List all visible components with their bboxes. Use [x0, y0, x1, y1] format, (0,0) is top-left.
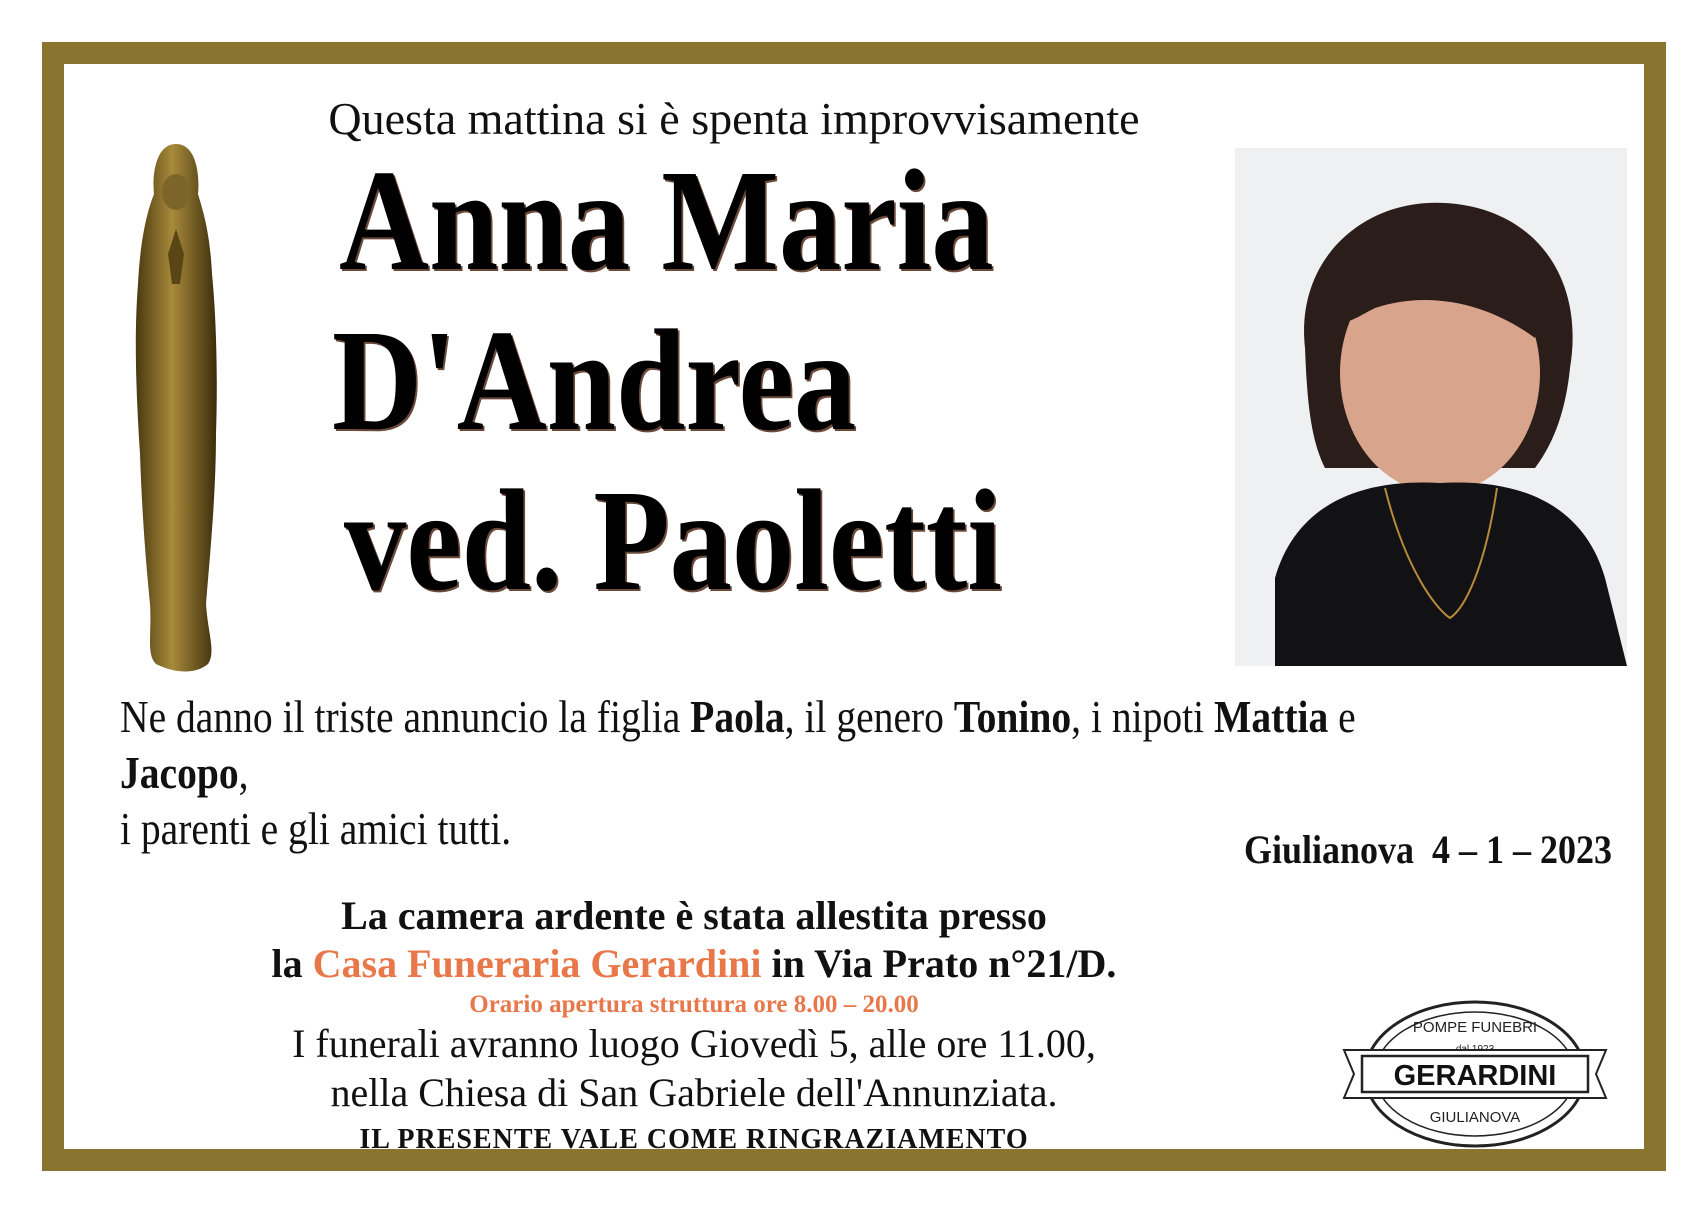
- logo-name: GERARDINI: [1393, 1060, 1557, 1092]
- place-date: Giulianova 4 – 1 – 2023: [1244, 827, 1613, 872]
- opening-hours: Orario apertura struttura ore 8.00 – 20.00: [469, 991, 919, 1018]
- announcement-line-1: Ne danno il triste annuncio la figlia Paola, il genero Tonino, i nipoti Mattia e Jacopo,: [120, 691, 1356, 798]
- announcement-text: [120, 689, 1427, 857]
- announcement-line-2: i parenti e gli amici tutti.: [120, 803, 512, 854]
- deceased-name-line-2: D'Andrea: [332, 301, 857, 461]
- funeral-info-line-2: nella Chiesa di San Gabriele dell'Annunziata.: [330, 1070, 1058, 1115]
- name-tonino: Tonino: [953, 691, 1072, 742]
- logo-top-text: POMPE FUNEBRI: [1412, 1019, 1538, 1036]
- logo-city: GIULIANOVA: [1429, 1109, 1521, 1126]
- deceased-name-line-3: ved. Paoletti: [344, 461, 1002, 621]
- madonna-statue-icon: [116, 134, 236, 684]
- deceased-name-line-1: Anna Maria: [339, 141, 994, 301]
- obituary-frame: [42, 42, 1666, 1171]
- thanks-note: IL PRESENTE VALE COME RINGRAZIAMENTO: [359, 1124, 1029, 1155]
- intro-text: Questa mattina si è spenta improvvisamente: [328, 93, 1140, 144]
- portrait-image: [1235, 148, 1627, 666]
- deceased-portrait: [1235, 148, 1627, 666]
- name-paola: Paola: [690, 691, 785, 742]
- name-jacopo: Jacopo: [120, 747, 239, 798]
- funeral-info-line-1: I funerali avranno luogo Giovedì 5, alle ore 11.00,: [292, 1021, 1096, 1066]
- gerardini-logo: [1340, 994, 1610, 1154]
- camera-ardente-line-1: La camera ardente è stata allestita presso: [341, 893, 1047, 938]
- camera-ardente-line-2: la Casa Funeraria Gerardini in Via Prato n°21/D.: [271, 941, 1117, 986]
- funeral-home-name: Casa Funeraria Gerardini: [312, 941, 762, 986]
- name-mattia: Mattia: [1214, 691, 1329, 742]
